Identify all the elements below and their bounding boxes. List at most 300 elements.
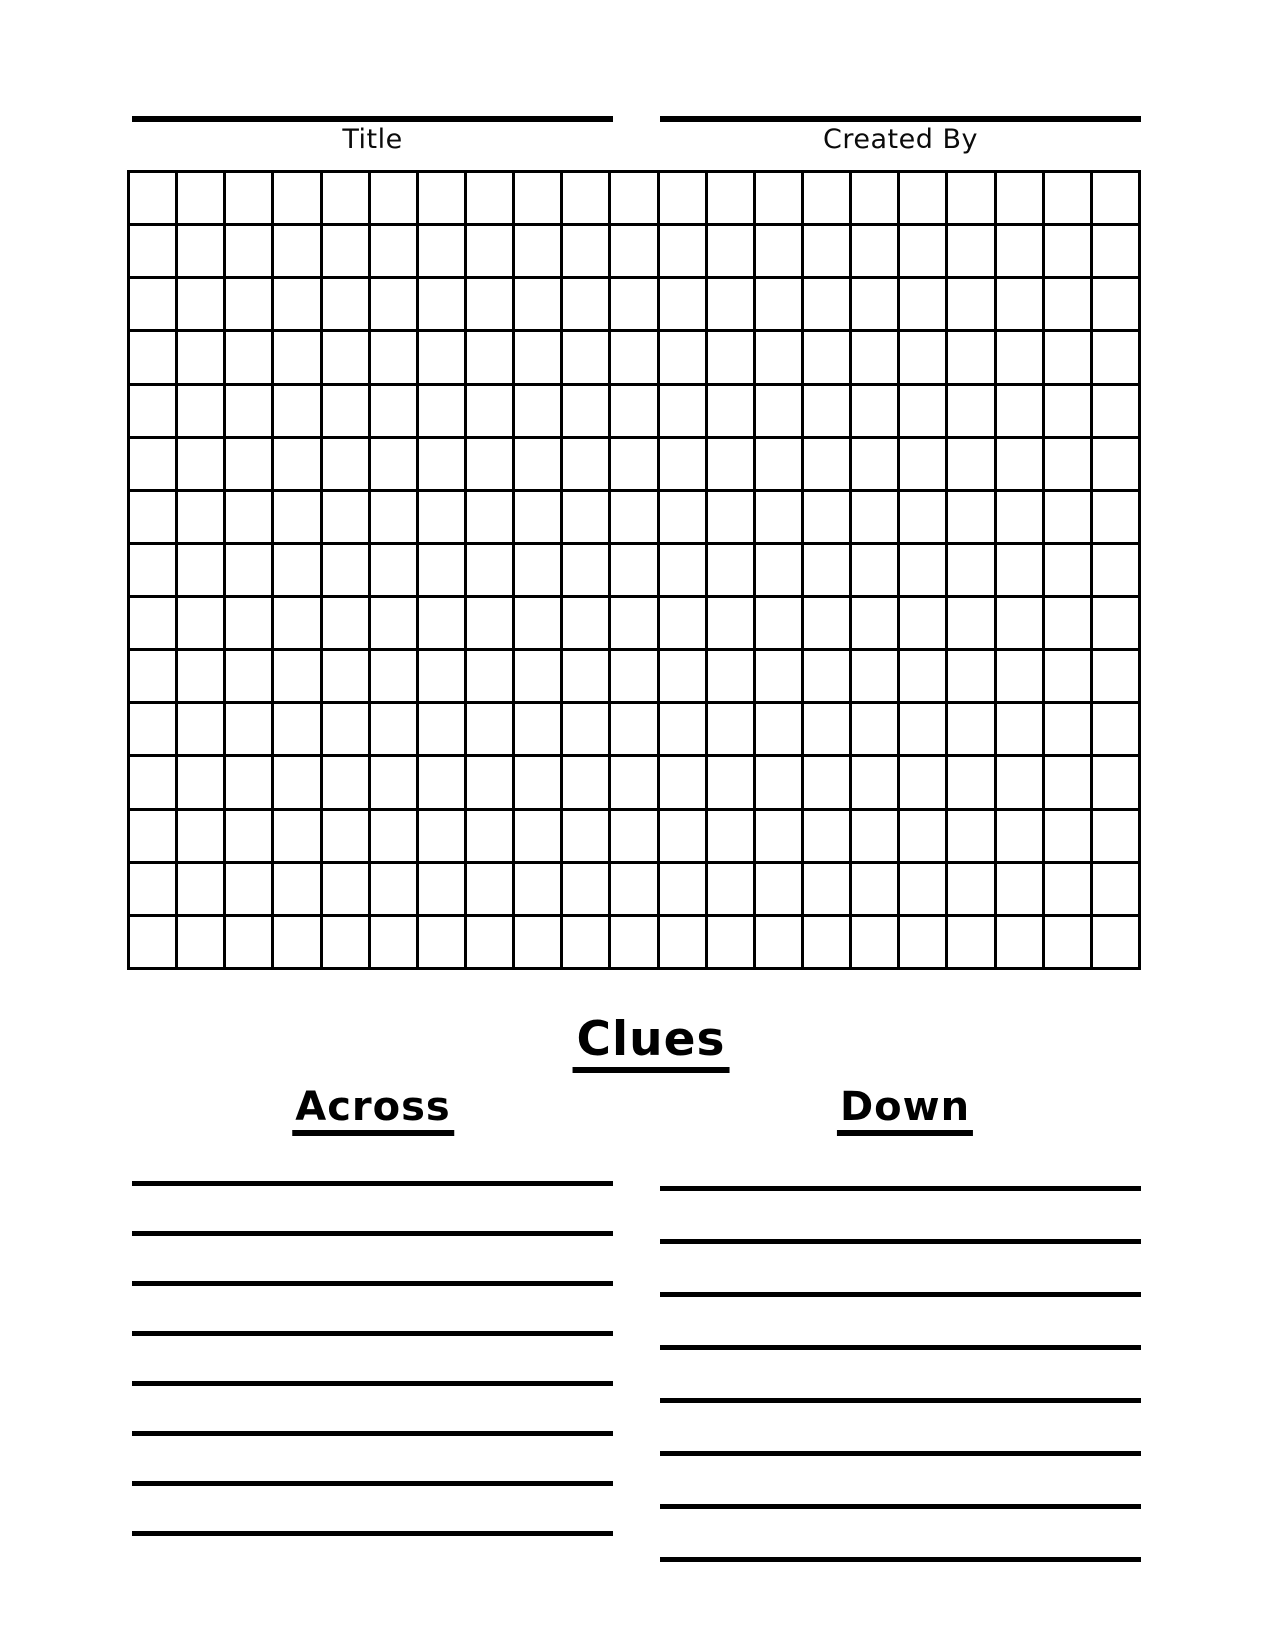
grid-cell[interactable] [323, 332, 368, 382]
grid-cell[interactable] [1045, 332, 1090, 382]
title-blank-line[interactable] [132, 116, 613, 122]
grid-cell[interactable] [756, 757, 801, 807]
grid-cell[interactable] [1093, 651, 1138, 701]
grid-cell[interactable] [130, 917, 175, 967]
down-clue-blank-line[interactable] [660, 1451, 1141, 1456]
grid-cell[interactable] [226, 917, 271, 967]
grid-cell[interactable] [226, 386, 271, 436]
grid-cell[interactable] [708, 864, 753, 914]
grid-cell[interactable] [226, 492, 271, 542]
created-by-blank-line[interactable] [660, 116, 1141, 122]
across-clue-blank-line[interactable] [132, 1531, 613, 1536]
grid-cell[interactable] [756, 332, 801, 382]
grid-cell[interactable] [997, 917, 1042, 967]
grid-cell[interactable] [852, 279, 897, 329]
grid-cell[interactable] [419, 811, 464, 861]
grid-cell[interactable] [274, 226, 319, 276]
grid-cell[interactable] [178, 439, 223, 489]
grid-cell[interactable] [515, 439, 560, 489]
grid-cell[interactable] [226, 864, 271, 914]
grid-cell[interactable] [997, 279, 1042, 329]
across-clue-blank-line[interactable] [132, 1281, 613, 1286]
across-clue-blank-line[interactable] [132, 1431, 613, 1436]
grid-cell[interactable] [371, 492, 416, 542]
grid-cell[interactable] [467, 332, 512, 382]
grid-cell[interactable] [660, 386, 705, 436]
down-clue-blank-line[interactable] [660, 1186, 1141, 1191]
grid-cell[interactable] [660, 332, 705, 382]
grid-cell[interactable] [1045, 173, 1090, 223]
grid-cell[interactable] [852, 545, 897, 595]
grid-cell[interactable] [611, 386, 656, 436]
grid-cell[interactable] [900, 757, 945, 807]
grid-cell[interactable] [130, 651, 175, 701]
grid-cell[interactable] [948, 545, 993, 595]
grid-cell[interactable] [900, 545, 945, 595]
grid-cell[interactable] [515, 386, 560, 436]
grid-cell[interactable] [563, 864, 608, 914]
grid-cell[interactable] [226, 598, 271, 648]
grid-cell[interactable] [1093, 545, 1138, 595]
grid-cell[interactable] [611, 226, 656, 276]
grid-cell[interactable] [323, 492, 368, 542]
grid-cell[interactable] [130, 439, 175, 489]
grid-cell[interactable] [1045, 226, 1090, 276]
grid-cell[interactable] [274, 917, 319, 967]
grid-cell[interactable] [611, 651, 656, 701]
grid-cell[interactable] [948, 279, 993, 329]
grid-cell[interactable] [467, 439, 512, 489]
grid-cell[interactable] [660, 226, 705, 276]
grid-cell[interactable] [948, 811, 993, 861]
grid-cell[interactable] [419, 173, 464, 223]
grid-cell[interactable] [997, 757, 1042, 807]
grid-cell[interactable] [323, 279, 368, 329]
grid-cell[interactable] [1045, 386, 1090, 436]
grid-cell[interactable] [226, 757, 271, 807]
grid-cell[interactable] [274, 651, 319, 701]
grid-cell[interactable] [563, 917, 608, 967]
grid-cell[interactable] [1093, 279, 1138, 329]
grid-cell[interactable] [1093, 917, 1138, 967]
grid-cell[interactable] [563, 226, 608, 276]
grid-cell[interactable] [515, 757, 560, 807]
grid-cell[interactable] [274, 332, 319, 382]
grid-cell[interactable] [323, 226, 368, 276]
grid-cell[interactable] [948, 492, 993, 542]
grid-cell[interactable] [900, 492, 945, 542]
grid-cell[interactable] [756, 386, 801, 436]
grid-cell[interactable] [1093, 386, 1138, 436]
grid-cell[interactable] [323, 864, 368, 914]
grid-cell[interactable] [852, 704, 897, 754]
grid-cell[interactable] [708, 173, 753, 223]
grid-cell[interactable] [997, 332, 1042, 382]
grid-cell[interactable] [611, 704, 656, 754]
grid-cell[interactable] [611, 757, 656, 807]
grid-cell[interactable] [130, 864, 175, 914]
grid-cell[interactable] [419, 545, 464, 595]
grid-cell[interactable] [178, 332, 223, 382]
grid-cell[interactable] [852, 439, 897, 489]
grid-cell[interactable] [371, 598, 416, 648]
grid-cell[interactable] [611, 439, 656, 489]
grid-cell[interactable] [371, 917, 416, 967]
grid-cell[interactable] [178, 757, 223, 807]
grid-cell[interactable] [130, 757, 175, 807]
grid-cell[interactable] [611, 811, 656, 861]
grid-cell[interactable] [804, 864, 849, 914]
grid-cell[interactable] [756, 598, 801, 648]
grid-cell[interactable] [852, 651, 897, 701]
grid-cell[interactable] [274, 545, 319, 595]
grid-cell[interactable] [419, 757, 464, 807]
grid-cell[interactable] [756, 492, 801, 542]
grid-cell[interactable] [756, 704, 801, 754]
down-clue-blank-line[interactable] [660, 1345, 1141, 1350]
grid-cell[interactable] [323, 173, 368, 223]
grid-cell[interactable] [371, 757, 416, 807]
grid-cell[interactable] [804, 386, 849, 436]
grid-cell[interactable] [1093, 332, 1138, 382]
grid-cell[interactable] [1045, 545, 1090, 595]
grid-cell[interactable] [708, 757, 753, 807]
grid-cell[interactable] [756, 651, 801, 701]
grid-cell[interactable] [226, 173, 271, 223]
grid-cell[interactable] [515, 651, 560, 701]
grid-cell[interactable] [660, 757, 705, 807]
grid-cell[interactable] [900, 917, 945, 967]
grid-cell[interactable] [563, 811, 608, 861]
grid-cell[interactable] [274, 492, 319, 542]
grid-cell[interactable] [756, 279, 801, 329]
grid-cell[interactable] [611, 492, 656, 542]
grid-cell[interactable] [611, 173, 656, 223]
grid-cell[interactable] [611, 864, 656, 914]
grid-cell[interactable] [660, 704, 705, 754]
grid-cell[interactable] [1045, 439, 1090, 489]
across-clue-blank-line[interactable] [132, 1381, 613, 1386]
grid-cell[interactable] [467, 917, 512, 967]
grid-cell[interactable] [900, 386, 945, 436]
grid-cell[interactable] [371, 651, 416, 701]
grid-cell[interactable] [804, 439, 849, 489]
grid-cell[interactable] [1093, 598, 1138, 648]
grid-cell[interactable] [130, 332, 175, 382]
grid-cell[interactable] [323, 811, 368, 861]
grid-cell[interactable] [226, 226, 271, 276]
grid-cell[interactable] [515, 279, 560, 329]
grid-cell[interactable] [804, 811, 849, 861]
grid-cell[interactable] [563, 492, 608, 542]
grid-cell[interactable] [226, 439, 271, 489]
grid-cell[interactable] [852, 757, 897, 807]
grid-cell[interactable] [178, 492, 223, 542]
grid-cell[interactable] [515, 811, 560, 861]
grid-cell[interactable] [804, 917, 849, 967]
grid-cell[interactable] [852, 332, 897, 382]
grid-cell[interactable] [852, 917, 897, 967]
grid-cell[interactable] [756, 439, 801, 489]
grid-cell[interactable] [756, 173, 801, 223]
grid-cell[interactable] [1093, 173, 1138, 223]
grid-cell[interactable] [997, 545, 1042, 595]
grid-cell[interactable] [419, 704, 464, 754]
grid-cell[interactable] [323, 757, 368, 807]
grid-cell[interactable] [467, 651, 512, 701]
down-clue-blank-line[interactable] [660, 1557, 1141, 1562]
grid-cell[interactable] [563, 704, 608, 754]
down-clue-blank-line[interactable] [660, 1239, 1141, 1244]
grid-cell[interactable] [900, 279, 945, 329]
grid-cell[interactable] [130, 545, 175, 595]
across-clue-blank-line[interactable] [132, 1331, 613, 1336]
grid-cell[interactable] [226, 651, 271, 701]
grid-cell[interactable] [900, 173, 945, 223]
grid-cell[interactable] [756, 226, 801, 276]
grid-cell[interactable] [1045, 651, 1090, 701]
grid-cell[interactable] [515, 704, 560, 754]
grid-cell[interactable] [1045, 757, 1090, 807]
grid-cell[interactable] [226, 704, 271, 754]
grid-cell[interactable] [997, 226, 1042, 276]
grid-cell[interactable] [323, 386, 368, 436]
grid-cell[interactable] [323, 439, 368, 489]
grid-cell[interactable] [997, 598, 1042, 648]
grid-cell[interactable] [371, 386, 416, 436]
across-clue-blank-line[interactable] [132, 1231, 613, 1236]
grid-cell[interactable] [611, 917, 656, 967]
grid-cell[interactable] [948, 651, 993, 701]
grid-cell[interactable] [274, 386, 319, 436]
grid-cell[interactable] [997, 651, 1042, 701]
grid-cell[interactable] [226, 332, 271, 382]
grid-cell[interactable] [563, 651, 608, 701]
grid-cell[interactable] [900, 864, 945, 914]
grid-cell[interactable] [756, 545, 801, 595]
across-clue-blank-line[interactable] [132, 1181, 613, 1186]
grid-cell[interactable] [130, 226, 175, 276]
grid-cell[interactable] [274, 279, 319, 329]
grid-cell[interactable] [852, 386, 897, 436]
grid-cell[interactable] [1093, 439, 1138, 489]
grid-cell[interactable] [708, 545, 753, 595]
grid-cell[interactable] [563, 598, 608, 648]
grid-cell[interactable] [419, 439, 464, 489]
grid-cell[interactable] [852, 864, 897, 914]
grid-cell[interactable] [419, 332, 464, 382]
grid-cell[interactable] [515, 173, 560, 223]
grid-cell[interactable] [467, 226, 512, 276]
grid-cell[interactable] [371, 173, 416, 223]
grid-cell[interactable] [804, 704, 849, 754]
grid-cell[interactable] [1045, 917, 1090, 967]
grid-cell[interactable] [467, 545, 512, 595]
grid-cell[interactable] [130, 386, 175, 436]
grid-cell[interactable] [419, 226, 464, 276]
grid-cell[interactable] [660, 917, 705, 967]
grid-cell[interactable] [1045, 492, 1090, 542]
grid-cell[interactable] [371, 439, 416, 489]
grid-cell[interactable] [419, 651, 464, 701]
grid-cell[interactable] [997, 811, 1042, 861]
grid-cell[interactable] [708, 704, 753, 754]
grid-cell[interactable] [563, 386, 608, 436]
grid-cell[interactable] [997, 704, 1042, 754]
grid-cell[interactable] [467, 173, 512, 223]
grid-cell[interactable] [900, 651, 945, 701]
grid-cell[interactable] [515, 917, 560, 967]
grid-cell[interactable] [756, 917, 801, 967]
grid-cell[interactable] [1093, 704, 1138, 754]
grid-cell[interactable] [852, 598, 897, 648]
grid-cell[interactable] [563, 173, 608, 223]
grid-cell[interactable] [708, 226, 753, 276]
grid-cell[interactable] [804, 651, 849, 701]
grid-cell[interactable] [323, 917, 368, 967]
grid-cell[interactable] [948, 332, 993, 382]
grid-cell[interactable] [178, 864, 223, 914]
grid-cell[interactable] [274, 864, 319, 914]
grid-cell[interactable] [1093, 811, 1138, 861]
grid-cell[interactable] [1045, 598, 1090, 648]
grid-cell[interactable] [660, 545, 705, 595]
grid-cell[interactable] [371, 226, 416, 276]
grid-cell[interactable] [708, 279, 753, 329]
grid-cell[interactable] [226, 545, 271, 595]
grid-cell[interactable] [948, 757, 993, 807]
grid-cell[interactable] [515, 226, 560, 276]
grid-cell[interactable] [371, 864, 416, 914]
grid-cell[interactable] [1045, 864, 1090, 914]
grid-cell[interactable] [900, 439, 945, 489]
grid-cell[interactable] [900, 598, 945, 648]
grid-cell[interactable] [852, 811, 897, 861]
grid-cell[interactable] [997, 864, 1042, 914]
grid-cell[interactable] [708, 439, 753, 489]
grid-cell[interactable] [804, 545, 849, 595]
grid-cell[interactable] [515, 598, 560, 648]
grid-cell[interactable] [804, 279, 849, 329]
grid-cell[interactable] [756, 811, 801, 861]
grid-cell[interactable] [274, 811, 319, 861]
grid-cell[interactable] [130, 598, 175, 648]
grid-cell[interactable] [852, 492, 897, 542]
grid-cell[interactable] [563, 332, 608, 382]
grid-cell[interactable] [419, 492, 464, 542]
grid-cell[interactable] [130, 279, 175, 329]
grid-cell[interactable] [804, 332, 849, 382]
grid-cell[interactable] [323, 598, 368, 648]
grid-cell[interactable] [467, 279, 512, 329]
grid-cell[interactable] [274, 757, 319, 807]
grid-cell[interactable] [178, 279, 223, 329]
grid-cell[interactable] [900, 332, 945, 382]
grid-cell[interactable] [467, 492, 512, 542]
grid-cell[interactable] [226, 811, 271, 861]
grid-cell[interactable] [1045, 811, 1090, 861]
grid-cell[interactable] [419, 598, 464, 648]
grid-cell[interactable] [274, 704, 319, 754]
grid-cell[interactable] [660, 811, 705, 861]
grid-cell[interactable] [611, 545, 656, 595]
grid-cell[interactable] [708, 651, 753, 701]
grid-cell[interactable] [708, 917, 753, 967]
grid-cell[interactable] [804, 598, 849, 648]
grid-cell[interactable] [371, 704, 416, 754]
across-clue-blank-line[interactable] [132, 1481, 613, 1486]
grid-cell[interactable] [1093, 492, 1138, 542]
down-clue-blank-line[interactable] [660, 1398, 1141, 1403]
grid-cell[interactable] [467, 811, 512, 861]
grid-cell[interactable] [419, 386, 464, 436]
grid-cell[interactable] [467, 864, 512, 914]
grid-cell[interactable] [323, 651, 368, 701]
grid-cell[interactable] [130, 492, 175, 542]
grid-cell[interactable] [419, 279, 464, 329]
grid-cell[interactable] [130, 173, 175, 223]
grid-cell[interactable] [371, 545, 416, 595]
grid-cell[interactable] [997, 492, 1042, 542]
grid-cell[interactable] [1045, 279, 1090, 329]
grid-cell[interactable] [948, 917, 993, 967]
grid-cell[interactable] [178, 545, 223, 595]
grid-cell[interactable] [467, 386, 512, 436]
grid-cell[interactable] [660, 492, 705, 542]
grid-cell[interactable] [130, 811, 175, 861]
grid-cell[interactable] [997, 173, 1042, 223]
grid-cell[interactable] [708, 386, 753, 436]
grid-cell[interactable] [1045, 704, 1090, 754]
grid-cell[interactable] [948, 598, 993, 648]
grid-cell[interactable] [997, 386, 1042, 436]
grid-cell[interactable] [948, 704, 993, 754]
grid-cell[interactable] [178, 811, 223, 861]
grid-cell[interactable] [611, 279, 656, 329]
grid-cell[interactable] [804, 757, 849, 807]
grid-cell[interactable] [419, 917, 464, 967]
grid-cell[interactable] [563, 279, 608, 329]
grid-cell[interactable] [178, 226, 223, 276]
grid-cell[interactable] [611, 598, 656, 648]
grid-cell[interactable] [515, 492, 560, 542]
grid-cell[interactable] [515, 864, 560, 914]
grid-cell[interactable] [371, 811, 416, 861]
grid-cell[interactable] [371, 279, 416, 329]
grid-cell[interactable] [804, 492, 849, 542]
grid-cell[interactable] [948, 386, 993, 436]
grid-cell[interactable] [660, 279, 705, 329]
grid-cell[interactable] [1093, 226, 1138, 276]
grid-cell[interactable] [178, 704, 223, 754]
grid-cell[interactable] [997, 439, 1042, 489]
grid-cell[interactable] [178, 917, 223, 967]
grid-cell[interactable] [804, 173, 849, 223]
grid-cell[interactable] [226, 279, 271, 329]
grid-cell[interactable] [467, 598, 512, 648]
grid-cell[interactable] [660, 864, 705, 914]
grid-cell[interactable] [660, 173, 705, 223]
grid-cell[interactable] [563, 439, 608, 489]
grid-cell[interactable] [660, 651, 705, 701]
grid-cell[interactable] [900, 704, 945, 754]
grid-cell[interactable] [515, 332, 560, 382]
grid-cell[interactable] [467, 704, 512, 754]
grid-cell[interactable] [467, 757, 512, 807]
grid-cell[interactable] [852, 226, 897, 276]
grid-cell[interactable] [948, 173, 993, 223]
grid-cell[interactable] [1093, 757, 1138, 807]
